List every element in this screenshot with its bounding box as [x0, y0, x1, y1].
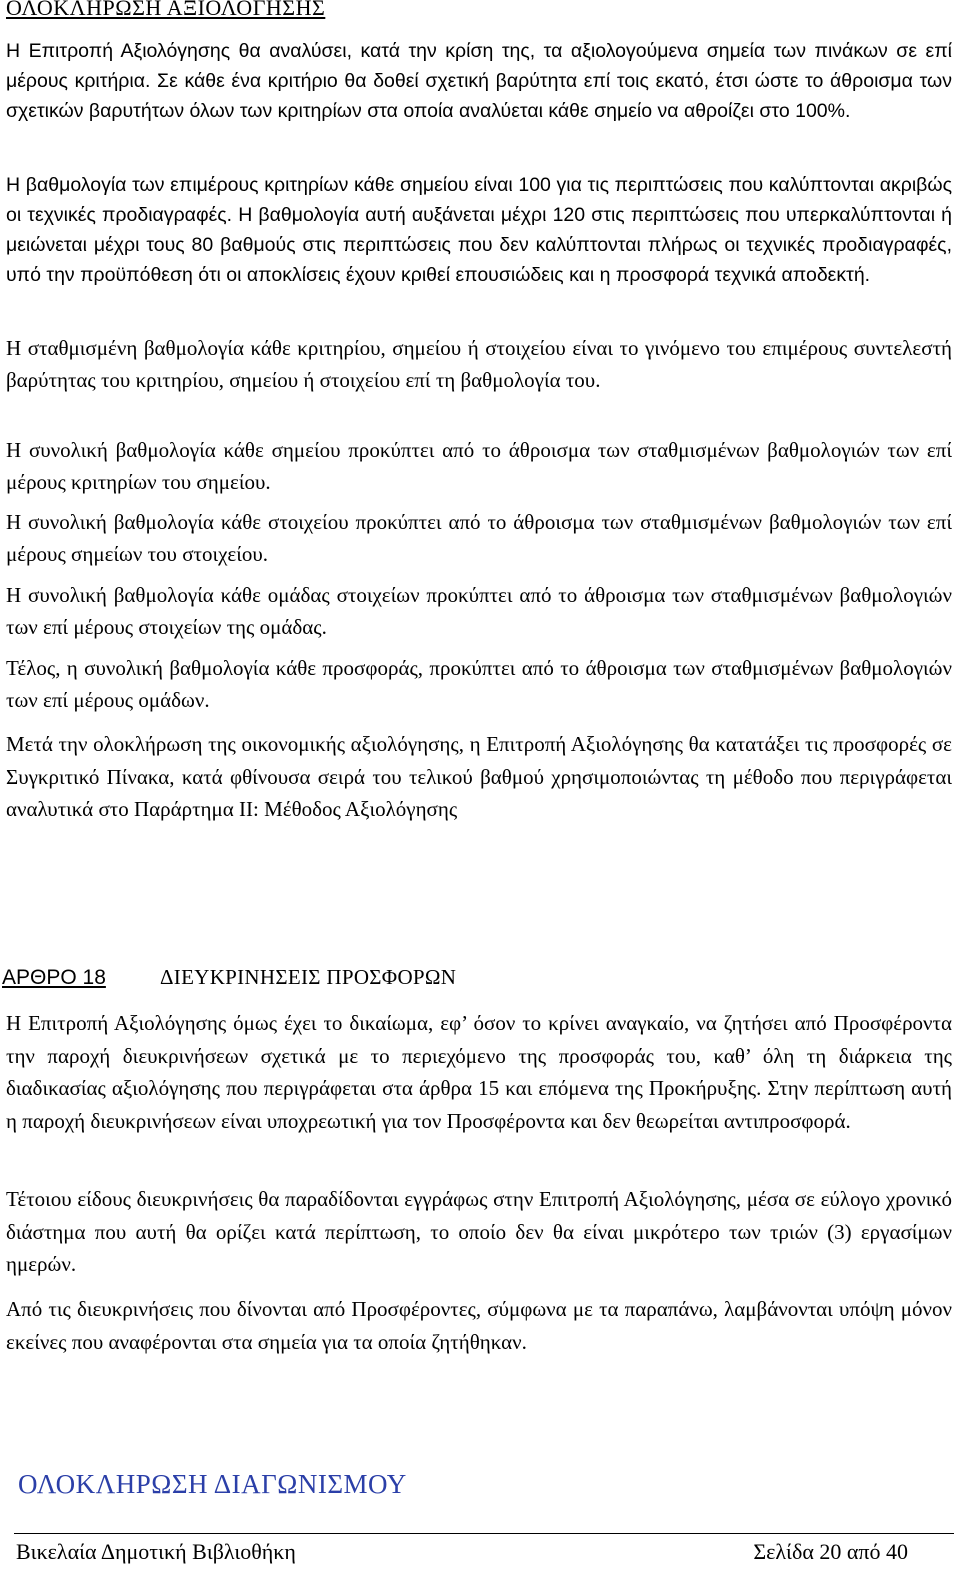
footer-divider — [14, 1533, 954, 1534]
paragraph-clarification-delivery: Τέτοιου είδους διευκρινήσεις θα παραδίδονται εγγράφως στην Επιτροπή Αξιολόγησης, μέσα σε εύλογο χρονικό διάστημα που αυτή θα ορίζει κατά περίπτωση, το οποίο δεν θα είναι μικρότερο των τριών (3) εργασίμων ημερών. — [6, 1187, 952, 1276]
closing-title: ΟΛΟΚΛΗΡΩΣΗ ΔΙΑΓΩΝΙΣΜΟΥ — [18, 1469, 407, 1499]
paragraph-clarification-scope: Από τις διευκρινήσεις που δίνονται από Προσφέροντες, σύμφωνα με τα παραπάνω, λαμβάνονται υπόψη μόνον εκείνες που αναφέρονται στα σημεία για τα οποία ζητήθηκαν. — [6, 1297, 952, 1354]
section-heading: ΟΛΟΚΛΗΡΩΣΗ ΑΞΙΟΛΟΓΗΣΗΣ — [6, 0, 326, 20]
article-title: ΔΙΕΥΚΡΙΝΗΣΕΙΣ ΠΡΟΣΦΟΡΩΝ — [160, 965, 457, 989]
paragraph-group-score: Η συνολική βαθμολογία κάθε ομάδας στοιχείων προκύπτει από το άθροισμα των σταθμισμένων βαθμολογιών των επί μέρους στοιχείων της ομάδας. — [6, 583, 952, 639]
paragraph-point-score: Η συνολική βαθμολογία κάθε σημείου προκύπτει από το άθροισμα των σταθμισμένων βαθμολογιών των επί μέρους κριτηρίων του σημείου. — [6, 438, 952, 494]
article-heading — [2, 962, 456, 993]
article-number: ΑΡΘΡΟ 18 — [2, 966, 106, 989]
paragraph-criteria-scoring: Η βαθμολογία των επιμέρους κριτηρίων κάθε σημείου είναι 100 για τις περιπτώσεις που καλύπτονται ακριβώς οι τεχνικές προδιαγραφές. Η βαθμολογία αυτή αυξάνεται μέχρι 120 στις περιπτώσεις που υπερκαλύπτονται ή μειώνεται μέχρι τους 80 βαθμούς στις περιπτώσεις που δεν καλύπτονται πλήρως οι τεχνικές προδιαγραφές, υπό την προϋπόθεση ότι οι αποκλίσεις έχουν κριθεί επουσιώδεις και η προσφορά τεχνικά αποδεκτή. — [6, 174, 952, 286]
paragraph-clarification-right: Η Επιτροπή Αξιολόγησης όμως έχει το δικαίωμα, εφ’ όσον το κρίνει αναγκαίο, να ζητήσει από Προσφέροντα την παροχή διευκρινήσεων σχετικά με το περιεχόμενο της προσφοράς του, καθ’ όλη τη διάρκεια της διαδικασίας αξιολόγησης που περιγράφεται στα άρθρα 15 και επόμενα της Προκήρυξης. Στην περίπτωση αυτή η παροχή διευκρινήσεων είναι υποχρεωτική για τον Προσφέροντα και δεν θεωρείται αντιπροσφορά. — [6, 1011, 952, 1133]
paragraph-weighted-score: Η σταθμισμένη βαθμολογία κάθε κριτηρίου, σημείου ή στοιχείου είναι το γινόμενο του επιμέρους συντελεστή βαρύτητας του κριτηρίου, σημείου ή στοιχείου επί τη βαθμολογία του. — [6, 336, 952, 392]
paragraph-element-score: Η συνολική βαθμολογία κάθε στοιχείου προκύπτει από το άθροισμα των σταθμισμένων βαθμολογιών των επί μέρους σημείων του στοιχείου. — [6, 510, 952, 566]
footer-library-name: Βικελαία Δημοτική Βιβλιοθήκη — [16, 1539, 296, 1564]
footer-page-number: Σελίδα 20 από 40 — [753, 1539, 908, 1564]
paragraph-ranking: Μετά την ολοκλήρωση της οικονομικής αξιολόγησης, η Επιτροπή Αξιολόγησης θα κατατάξει τις προσφορές σε Συγκριτικό Πίνακα, κατά φθίνουσα σειρά του τελικού βαθμού χρησιμοποιώντας τη μέθοδο που περιγράφεται αναλυτικά στο Παράρτημα ΙΙ: Μέθοδος Αξιολόγησης — [6, 732, 952, 821]
page-footer — [16, 1537, 908, 1567]
paragraph-offer-score: Τέλος, η συνολική βαθμολογία κάθε προσφοράς, προκύπτει από το άθροισμα των σταθμισμένων βαθμολογιών των επί μέρους ομάδων. — [6, 656, 952, 712]
paragraph-criteria-weighting: Η Επιτροπή Αξιολόγησης θα αναλύσει, κατά την κρίση της, τα αξιολογούμενα σημεία των πινάκων σε επί μέρους κριτήρια. Σε κάθε ένα κριτήριο θα δοθεί σχετική βαρύτητα επί τοις εκατό, έτσι ώστε το άθροισμα των σχετικών βαρυτήτων όλων των κριτηρίων στα οποία αναλύεται κάθε σημείο να αθροίζει στο 100%. — [6, 40, 952, 122]
